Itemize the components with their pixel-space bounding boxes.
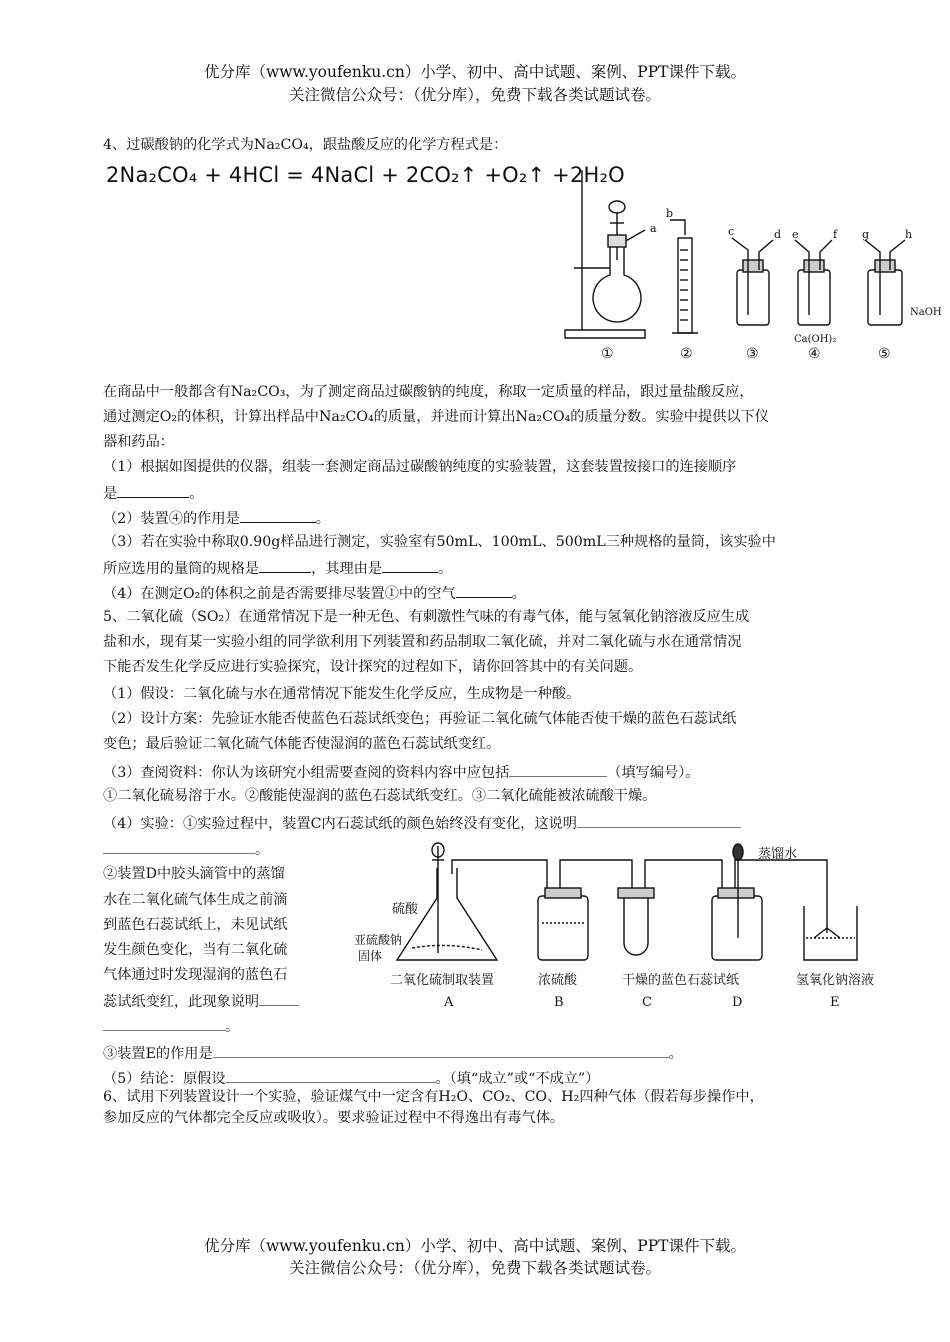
cylinder-2 (678, 238, 692, 333)
label-distilled-water: 蒸馏水 (758, 847, 798, 862)
q5-line-6: 变色；最后验证二氧化硫气体能否使湿润的蓝色石蕊试纸变红。 (103, 736, 501, 752)
letter-d: D (732, 995, 743, 1010)
label-h: h (905, 228, 913, 241)
answer-blank-2[interactable] (240, 507, 316, 523)
answer-blank-1[interactable] (117, 482, 189, 498)
q4-sub-1a: （1）根据如图提供的仪器，组装一套测定商品过碳酸钠纯度的实验装置，这套装置按接口的连接顺序 (103, 459, 737, 475)
label-sodium-sulfite: 亚硫酸钠 (354, 933, 403, 947)
q4-sub-4-text: （4）在测定O₂的体积之前是否需要排尽装置①中的空气 (103, 586, 456, 602)
caption-a: 二氧化硫制取装置 (390, 973, 495, 988)
answer-blank-5-4a[interactable] (577, 812, 741, 828)
q5-wrap-3: 到蓝色石蕊试纸上，未见试纸 (103, 917, 288, 933)
header-line-2: 关注微信公众号：（优分库），免费下载各类试题试卷。 (288, 86, 661, 104)
q4-sub-4-end: 。 (511, 586, 526, 602)
letter-b: B (554, 995, 564, 1010)
letter-c: C (642, 995, 652, 1010)
q5-line-12-end: 。（填“成立”或“不成立”） (435, 1071, 600, 1087)
q4-sub-3b-end: 。 (438, 561, 453, 577)
q5-wrap-2: 水在二氧化硫气体生成之前滴 (103, 892, 288, 908)
label-a: a (650, 222, 657, 235)
q5-line-4: （1）假设：二氧化硫与水在通常情况下能发生化学反应，生成物是一种酸。 (103, 686, 581, 702)
answer-blank-4[interactable] (456, 582, 512, 598)
bottle-b (538, 896, 588, 960)
q5-line-7 (103, 761, 700, 783)
label-d: d (774, 228, 782, 241)
q5-wrap-4: 发生颜色变化，当有二氧化硫 (103, 942, 288, 958)
q4-sub-3b-mid: ，其理由是 (311, 561, 383, 577)
number-3: ③ (746, 346, 759, 362)
q5-line-7-text: （3）查阅资料：你认为该研究小组需要查阅的资料内容中应包括 (103, 765, 510, 781)
u-tube-c (624, 896, 648, 955)
caption-b: 浓硫酸 (538, 973, 578, 988)
answer-blank-3b[interactable] (382, 557, 438, 573)
bottle-d (712, 896, 762, 960)
answer-blank-5-3[interactable] (509, 761, 607, 777)
q4-sub-3a: （3）若在实验中称取0.90g样品进行测定，实验室有50mL、100mL、500mL三种规格的量筒，该实验中 (103, 534, 776, 550)
letter-e: E (830, 995, 840, 1010)
q5-wrap-5: 气体通过时发现湿润的蓝色石 (103, 967, 288, 983)
q4-para-3: 器和药品： (103, 434, 174, 450)
header-line-1: 优分库（www.youfenku.cn）小学、初中、高中试题、案例、PPT课件下载。 (203, 63, 747, 81)
label-b: b (666, 207, 674, 220)
q4-sub-1b-text: 是 (103, 486, 118, 502)
answer-blank-5-4c[interactable] (259, 990, 299, 1006)
label-f: f (833, 228, 838, 241)
q6-line-2: 参加反应的气体都完全反应或吸收）。要求验证过程中不得逸出有毒气体。 (103, 1110, 565, 1126)
caption-c: 干燥的蓝色石蕊试纸 (622, 973, 740, 988)
q5-line-11-end: 。 (668, 1046, 683, 1062)
q5-line-7-end: （填写编号）。 (607, 765, 700, 781)
q4-sub-3b-text: 所应选用的量筒的规格是 (103, 561, 260, 577)
q5-line-10 (103, 838, 269, 860)
apparatus-figure-1 (560, 160, 950, 370)
label-c: c (728, 225, 735, 238)
q5-line-12 (103, 1067, 599, 1089)
q4-sub-1b (103, 482, 203, 504)
answer-blank-5-5[interactable] (226, 1067, 436, 1083)
q6-line-1: 6、试用下列装置设计一个实验，验证煤气中一定含有H₂O、CO₂、CO、H₂四种气体（假若每步操作中， (103, 1089, 764, 1105)
q4-sub-2-end: 。 (315, 511, 330, 527)
footer-line-2: 关注微信公众号：（优分库），免费下载各类试题试卷。 (288, 1259, 661, 1277)
beaker-e (804, 906, 857, 960)
label-naoh: NaOH (910, 307, 942, 318)
q5-line-2: 盐和水，现有某一实验小组的同学欲利用下列装置和药品制取二氧化硫，并对二氧化硫与水在通常情况 (103, 634, 742, 650)
bottle-5 (868, 270, 902, 325)
q4-sub-2-text: （2）装置④的作用是 (103, 511, 240, 527)
q5-line-5: （2）设计方案：先验证水能否使蓝色石蕊试纸变色；再验证二氧化硫气体能否使干燥的蓝色石蕊试纸 (103, 711, 737, 727)
number-5: ⑤ (878, 346, 891, 362)
q4-sub-1b-end: 。 (189, 486, 204, 502)
q4-para-1: 在商品中一般都含有Na₂CO₃，为了测定商品过碳酸钠的纯度，称取一定质量的样品，跟过量盐酸反应， (103, 384, 754, 400)
q5-line-3: 下能否发生化学反应进行实验探究，设计探究的过程如下，请你回答其中的有关问题。 (103, 659, 643, 675)
label-solid: 固体 (358, 949, 383, 963)
letter-a: A (444, 995, 454, 1010)
q4-sub-3b (103, 557, 452, 579)
q5-line-11-text: ③装置E的作用是 (103, 1046, 213, 1062)
q5-line-9 (103, 812, 741, 834)
apparatus-figure-2 (352, 838, 900, 1018)
label-g: g (862, 228, 870, 241)
q5-wrap-6-text: 蕊试纸变红，此现象说明 (103, 994, 260, 1010)
q5-wrap-6 (103, 990, 299, 1012)
q5-line-8: ①二氧化硫易溶于水。②酸能使湿润的蓝色石蕊试纸变红。③二氧化硫能被浓硫酸干燥。 (103, 788, 657, 804)
q4-para-2: 通过测定O₂的体积，计算出样品中Na₂CO₄的质量，并进而计算出Na₂CO₄的质量分数。实验中提供以下仪 (103, 409, 769, 425)
answer-blank-5-4b[interactable] (103, 838, 255, 854)
q4-equation: 2Na₂CO₄ + 4HCl = 4NaCl + 2CO₂↑ +O₂↑ +2H₂O (106, 163, 625, 187)
number-4: ④ (808, 346, 821, 362)
q5-line-11 (103, 1042, 683, 1064)
label-sulfuric-acid: 硫酸 (392, 902, 419, 917)
q5-line-12-text: （5）结论：原假设 (103, 1071, 226, 1087)
bottle-3 (737, 270, 769, 325)
answer-blank-5-4d[interactable] (103, 1015, 225, 1031)
stand-base (565, 330, 645, 338)
q4-sub-2 (103, 507, 330, 529)
q4-sub-4 (103, 582, 526, 604)
answer-blank-5-4e[interactable] (213, 1042, 669, 1058)
bottle-4 (798, 270, 830, 325)
number-2: ② (680, 346, 693, 362)
q4-intro: 4、过碳酸钠的化学式为Na₂CO₄，跟盐酸反应的化学方程式是： (103, 137, 508, 153)
q5-line-1: 5、二氧化硫（SO₂）在通常情况下是一种无色、有刺激性气味的有毒气体，能与氢氧化钠溶液反应生成 (103, 609, 750, 625)
footer-line-1: 优分库（www.youfenku.cn）小学、初中、高中试题、案例、PPT课件下载。 (203, 1237, 747, 1255)
label-e: e (792, 228, 799, 241)
q5-wrap-7-end: 。 (225, 1019, 240, 1035)
q5-line-10-end: 。 (255, 842, 270, 858)
caption-e: 氢氧化钠溶液 (796, 973, 875, 988)
label-caoh2: Ca(OH)₂ (794, 334, 837, 345)
number-1: ① (601, 346, 614, 362)
q5-wrap-7 (103, 1015, 239, 1037)
q5-line-9-text: （4）实验：①实验过程中，装置C内石蕊试纸的颜色始终没有变化，这说明 (103, 816, 577, 832)
q5-wrap-1: ②装置D中胶头滴管中的蒸馏 (103, 866, 285, 882)
answer-blank-3a[interactable] (259, 557, 311, 573)
